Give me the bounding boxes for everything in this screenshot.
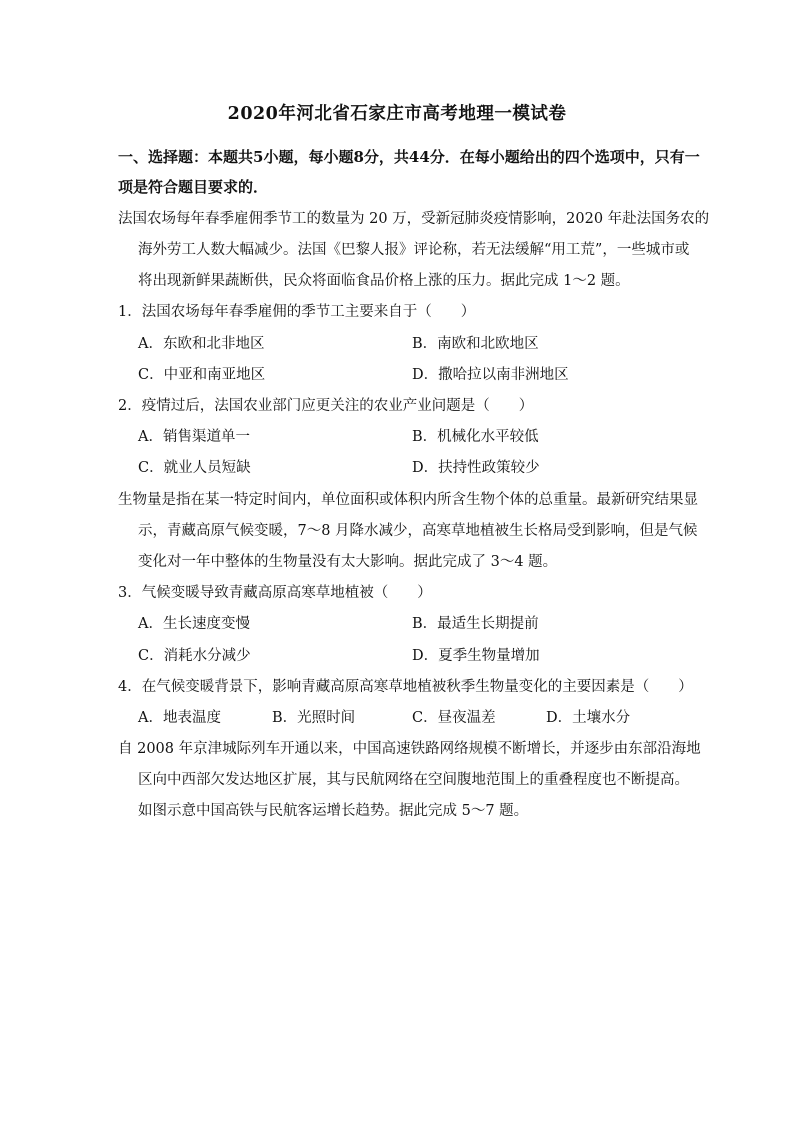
passage1-line2: 海外劳工人数大幅减少。法国《巴黎人报》评论称，若无法缓解“用工荒”，一些城市或 (138, 242, 690, 258)
q3-stem: 3．气候变暖导致青藏高原高寒草地植被（ ） (118, 585, 432, 601)
q4-stem: 4．在气候变暖背景下，影响青藏高原高寒草地植被秋季生物量变化的主要因素是（ ） (118, 679, 693, 695)
passage1-line1: 法国农场每年春季雇佣季节工的数量为 20 万，受新冠肺炎疫情影响，2020 年赴法国务农的 (118, 211, 710, 227)
passage2-line3: 变化对一年中整体的生物量没有太大影响。据此完成了 3～4 题。 (138, 554, 558, 570)
passage3-line1: 自 2008 年京津城际列车开通以来，中国高速铁路网络规模不断增长，并逐步由东部沿海地 (118, 741, 701, 757)
passage1-line3: 将出现新鲜果蔬断供，民众将面临食品价格上涨的压力。据此完成 1～2 题。 (138, 273, 630, 289)
passage3-line2: 区向中西部欠发达地区扩展，其与民航网络在空间腹地范围上的重叠程度也不断提高。 (138, 772, 689, 788)
passage2-line2: 示，青藏高原气候变暖，7～8 月降水减少，高寒草地植被生长格局受到影响，但是气候 (138, 523, 698, 539)
passage3-line3: 如图示意中国高铁与民航客运增长趋势。据此完成 5～7 题。 (138, 803, 529, 819)
q4-option-a: A．地表温度 (138, 710, 221, 726)
passage2-line1: 生物量是指在某一特定时间内，单位面积或体积内所含生物个体的总重量。最新研究结果显 (118, 492, 698, 508)
q1-stem: 1．法国农场每年春季雇佣的季节工主要来自于（ ） (118, 304, 476, 320)
q1-option-b: B．南欧和北欧地区 (412, 336, 539, 352)
section-heading-line2: 项是符合题目要求的． (118, 178, 269, 196)
q4-option-d: D．土壤水分 (546, 710, 631, 726)
exam-title: 2020年河北省石家庄市高考地理一模试卷 (227, 104, 567, 124)
q1-option-a: A．东欧和北非地区 (138, 336, 265, 352)
q3-option-d: D．夏季生物量增加 (412, 648, 540, 664)
q2-option-c: C．就业人员短缺 (138, 460, 251, 476)
q3-option-c: C．消耗水分减少 (138, 648, 251, 664)
q2-option-d: D．扶持性政策较少 (412, 460, 540, 476)
q2-option-a: A．销售渠道单一 (138, 429, 250, 445)
q2-option-b: B．机械化水平较低 (412, 429, 539, 445)
q3-option-a: A．生长速度变慢 (138, 616, 250, 632)
q4-option-c: C．昼夜温差 (412, 710, 496, 726)
q1-option-d: D．撒哈拉以南非洲地区 (412, 367, 569, 383)
section-heading-line1: 一、选择题：本题共5小题，每小题8分，共44分．在每小题给出的四个选项中，只有一 (118, 148, 700, 166)
q3-option-b: B．最适生长期提前 (412, 616, 539, 632)
q1-option-c: C．中亚和南亚地区 (138, 367, 266, 383)
q4-option-b: B．光照时间 (272, 710, 356, 726)
q2-stem: 2．疫情过后，法国农业部门应更关注的农业产业问题是（ ） (118, 398, 534, 414)
